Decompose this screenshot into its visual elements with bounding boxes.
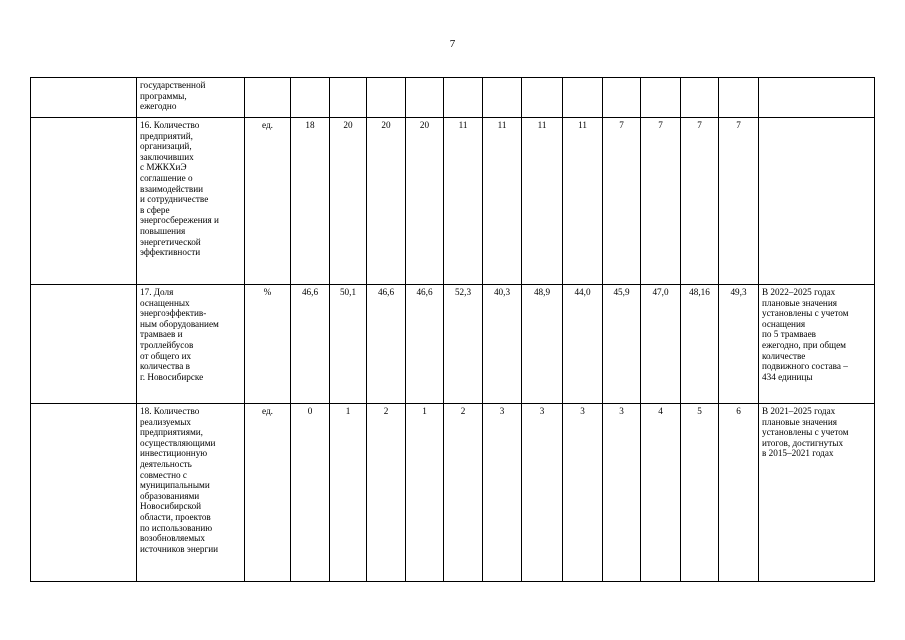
value-cell [330, 78, 367, 118]
indicator-name-line: в сфере [140, 204, 170, 215]
table-row [31, 78, 875, 118]
value-cell [641, 78, 681, 118]
value-cell: 20 [406, 118, 444, 285]
indicator-name-line: инвестиционную [140, 448, 208, 459]
value-cell: 20 [367, 118, 406, 285]
indicator-name-line: муниципальными [140, 480, 210, 491]
note-line: установлены с учетом [762, 427, 849, 438]
goal-cell [31, 404, 137, 582]
value-cell [563, 78, 603, 118]
value-cell: 6 [719, 404, 759, 582]
indicator-name [137, 118, 245, 285]
note-line: плановые значения [762, 297, 837, 308]
note-line: подвижного состава – [762, 361, 848, 372]
value-cell: 49,3 [719, 285, 759, 404]
indicator-name-line: взаимодействии [140, 183, 204, 194]
value-cell: 1 [406, 404, 444, 582]
value-cell: 47,0 [641, 285, 681, 404]
value-cell [603, 78, 641, 118]
indicator-name-line: трамваев и [140, 329, 183, 340]
note-line: количестве [762, 350, 806, 361]
note-line: В 2021–2025 годах [762, 406, 836, 416]
value-cell [681, 78, 719, 118]
indicators-table [30, 77, 875, 582]
value-cell [406, 78, 444, 118]
note-cell [759, 285, 875, 404]
unit-cell [245, 78, 291, 118]
indicator-name-line: деятельность [140, 458, 192, 469]
value-cell: 46,6 [367, 285, 406, 404]
table-row [31, 118, 875, 285]
value-cell: 46,6 [291, 285, 330, 404]
note-line: в 2015–2021 годах [762, 448, 834, 459]
indicator-name-line: реализуемых [140, 416, 192, 427]
indicator-name [137, 404, 245, 582]
indicator-name-line: совместно с [140, 469, 187, 480]
indicator-name-line: и сотрудничестве [140, 194, 209, 205]
indicator-name-line: источников энергии [140, 543, 219, 554]
value-cell: 1 [330, 404, 367, 582]
value-cell: 7 [641, 118, 681, 285]
note-line: ежегодно, при общем [762, 339, 846, 350]
indicator-name-line: программы, [140, 90, 187, 101]
indicator-name-line: г. Новосибирске [140, 371, 204, 382]
unit-cell: ед. [245, 118, 291, 285]
value-cell: 46,6 [406, 285, 444, 404]
indicator-name-line: оснащенных [140, 297, 190, 308]
value-cell: 0 [291, 404, 330, 582]
value-cell: 52,3 [444, 285, 483, 404]
table-row [31, 285, 875, 404]
unit-cell: ед. [245, 404, 291, 582]
indicator-name-line: ным оборудованием [140, 318, 219, 329]
indicator-name-line: количества в [140, 361, 190, 372]
value-cell: 18 [291, 118, 330, 285]
unit-cell: % [245, 285, 291, 404]
note-line: 434 единицы [762, 371, 813, 382]
note-line: оснащения [762, 318, 806, 329]
indicator-name-line: 16. Количество [140, 120, 200, 130]
value-cell: 3 [603, 404, 641, 582]
indicator-name-line: заключивших [140, 151, 194, 162]
value-cell: 2 [444, 404, 483, 582]
goal-cell [31, 118, 137, 285]
value-cell: 11 [483, 118, 522, 285]
value-cell: 4 [641, 404, 681, 582]
value-cell: 44,0 [563, 285, 603, 404]
indicator-name-line: энергетической [140, 236, 201, 247]
indicator-name-line: области, проектов [140, 511, 211, 522]
note-cell [759, 78, 875, 118]
value-cell: 45,9 [603, 285, 641, 404]
indicator-name-line: по использованию [140, 522, 213, 533]
indicator-name-line: повышения [140, 225, 186, 236]
note-line: по 5 трамваев [762, 329, 817, 340]
value-cell [719, 78, 759, 118]
note-cell [759, 118, 875, 285]
value-cell: 11 [444, 118, 483, 285]
indicator-name-line: соглашение о [140, 172, 193, 183]
value-cell: 50,1 [330, 285, 367, 404]
value-cell [444, 78, 483, 118]
goal-cell [31, 78, 137, 118]
indicator-name-line: образованиями [140, 490, 200, 501]
value-cell: 2 [367, 404, 406, 582]
note-line: плановые значения [762, 416, 837, 427]
indicator-name-line: энергосбережения и [140, 215, 219, 226]
value-cell: 5 [681, 404, 719, 582]
value-cell: 7 [681, 118, 719, 285]
page-number: 7 [449, 38, 456, 50]
goal-cell [31, 285, 137, 404]
value-cell: 11 [563, 118, 603, 285]
value-cell: 11 [522, 118, 563, 285]
note-line: В 2022–2025 годах [762, 287, 836, 297]
indicator-name-line: ежегодно [140, 101, 177, 112]
indicator-name-line: троллейбусов [140, 339, 194, 350]
indicator-name [137, 78, 245, 118]
indicator-name [137, 285, 245, 404]
note-line: итогов, достигнутых [762, 437, 844, 448]
indicator-name-line: возобновляемых [140, 533, 205, 544]
note-cell [759, 404, 875, 582]
indicator-name-line: осуществляющими [140, 437, 216, 448]
value-cell: 48,9 [522, 285, 563, 404]
indicator-name-line: 17. Доля [140, 287, 174, 297]
value-cell: 40,3 [483, 285, 522, 404]
value-cell: 3 [483, 404, 522, 582]
indicator-name-line: государственной [140, 80, 206, 90]
table-row [31, 404, 875, 582]
value-cell: 3 [563, 404, 603, 582]
indicator-name-line: предприятиями, [140, 427, 203, 438]
note-line: установлены с учетом [762, 308, 849, 319]
value-cell [291, 78, 330, 118]
indicator-name-line: эффективности [140, 247, 201, 258]
value-cell [522, 78, 563, 118]
indicator-name-line: предприятий, [140, 130, 193, 141]
indicator-name-line: Новосибирской [140, 501, 202, 512]
value-cell: 7 [603, 118, 641, 285]
value-cell: 7 [719, 118, 759, 285]
value-cell: 48,16 [681, 285, 719, 404]
value-cell: 20 [330, 118, 367, 285]
value-cell [483, 78, 522, 118]
indicator-name-line: 18. Количество [140, 406, 200, 416]
indicator-name-line: с МЖКХиЭ [140, 162, 187, 173]
value-cell: 3 [522, 404, 563, 582]
indicator-name-line: от общего их [140, 350, 192, 361]
value-cell [367, 78, 406, 118]
indicator-name-line: организаций, [140, 141, 192, 152]
indicator-name-line: энергоэффектив- [140, 308, 207, 319]
